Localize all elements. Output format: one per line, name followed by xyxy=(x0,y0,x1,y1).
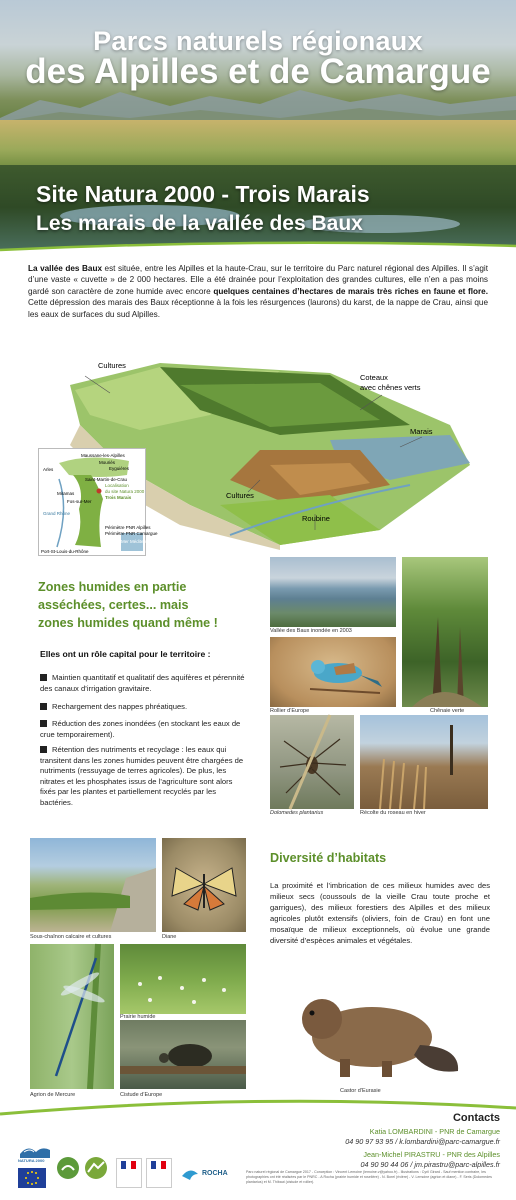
butterfly-illustration xyxy=(162,838,246,932)
pnr-camargue-icon xyxy=(56,1156,80,1182)
turtle-illustration xyxy=(120,1020,246,1089)
bullet-square-icon xyxy=(40,746,47,753)
map-locator-line3: Trois Marais xyxy=(105,495,132,500)
reeds-illustration xyxy=(360,715,488,809)
label-coteaux-detail: avec chênes verts xyxy=(360,383,421,392)
republique-francaise-logo xyxy=(116,1158,142,1188)
location-map xyxy=(38,448,158,556)
eu-stars-icon xyxy=(18,1168,46,1188)
map-town-st-martin: Saint-Martin-de-Crau xyxy=(85,477,128,482)
map-locator-line1: Localisation xyxy=(105,483,129,488)
bullet-square-icon xyxy=(40,674,47,681)
map-grand-rhone: Grand Rhône xyxy=(43,511,71,516)
photo-cistude xyxy=(120,1020,246,1089)
header-swoosh xyxy=(0,236,516,266)
bullet-item: Réduction des zones inondées (en stockant les eaux de crue temporairement). xyxy=(40,719,241,739)
contact1-name: Katia LOMBARDINI - PNR de Camargue xyxy=(369,1127,500,1136)
photo-dolomedes xyxy=(270,715,354,809)
natura-2000-logo xyxy=(18,1140,52,1164)
zones-section-title: Zones humides en partie asséchées, certes... mais zones humides quand même ! xyxy=(38,580,218,630)
tricolor-flag-icon xyxy=(147,1159,171,1173)
pnr-alpilles-icon xyxy=(84,1156,108,1182)
forest-illustration xyxy=(402,557,488,707)
damselfly-illustration xyxy=(30,944,114,1089)
rocha-bird-icon xyxy=(180,1164,200,1184)
site-title: Site Natura 2000 - Trois Marais xyxy=(36,181,370,207)
map-legend-alpilles: Périmètre PNR Alpilles xyxy=(105,525,151,530)
park-title-line2: des Alpilles et de Camargue xyxy=(25,52,491,91)
role-heading: Elles ont un rôle capital pour le territoire : xyxy=(40,649,211,659)
caption-rollier: Rollier d’Europe xyxy=(270,708,310,714)
site-subtitle: Les marais de la vallée des Baux xyxy=(36,212,363,235)
label-marais: Marais xyxy=(410,427,433,436)
label-coteaux: Coteaux xyxy=(360,373,388,382)
caption-chenaie: Chênaie verte xyxy=(430,708,465,714)
beaver-illustration xyxy=(290,975,470,1085)
fields-band xyxy=(0,120,516,170)
caption-diane: Diane xyxy=(162,934,177,940)
eu-flag-logo xyxy=(18,1168,46,1188)
label-cultures-bottom: Cultures xyxy=(226,491,254,500)
prefecture-logo xyxy=(146,1158,172,1188)
bullet-square-icon xyxy=(40,703,47,710)
caption-agrion: Agrion de Mercure xyxy=(30,1092,76,1098)
photo-diane xyxy=(162,838,246,932)
photo-prairie-humide xyxy=(120,944,246,1014)
pnr-camargue-logo xyxy=(56,1156,80,1192)
photo-sous-chainon xyxy=(30,838,156,932)
contact1-info[interactable]: 04 90 97 93 95 / k.lombardini@parc-camargue.fr xyxy=(345,1137,500,1146)
spider-illustration xyxy=(270,715,354,809)
tricolor-flag-icon xyxy=(117,1159,141,1173)
meadow-illustration xyxy=(120,944,246,1014)
bullet-item: Rétention des nutriments et recyclage : les eaux qui transitent dans les zones humides peuvent être chargées de nutriments (ressuyage de terres agricoles). De plus, les nitrates et les phosphates issus de l’agriculture sont alors fixés par les plantes et partiellement recyclés par les bactéries. xyxy=(40,745,244,807)
park-title-line1: Parcs naturels régionaux xyxy=(93,26,423,56)
contact2-name: Jean-Michel PIRASTRU - PNR des Alpilles xyxy=(363,1150,500,1159)
bird-illustration xyxy=(270,637,396,707)
caption-recolte: Récolte du roseau en hiver xyxy=(360,810,426,816)
photo-agrion xyxy=(30,944,114,1089)
diversite-title: Diversité d’habitats xyxy=(270,851,387,865)
diversite-paragraph: La proximité et l’imbrication de ces milieux humides avec des milieux secs (coussouls de la vieille Crau toute proche et garrigues), des milieux forestiers des Alpilles et des milieux agricoles plutôt extensifs (oliviers, foin de Crau) en font une mosaïque de milieux exceptionnels, où évolue une grande diversité d’espèces animales et végétales. xyxy=(270,881,490,945)
header-banner xyxy=(0,0,516,250)
photo-rollier xyxy=(270,637,396,707)
caption-castor: Castor d’Eurasie xyxy=(340,1088,381,1094)
contact2-info[interactable]: 04 90 90 44 06 / jm.pirastru@parc-alpilles.fr xyxy=(360,1160,500,1169)
map-town-eyguieres: Eyguières xyxy=(109,466,130,471)
photo-recolte-roseau xyxy=(360,715,488,809)
map-town-mouries: Mouriès xyxy=(99,460,116,465)
photo-vallee-inondee xyxy=(270,557,396,627)
caption-cistude: Cistude d’Europe xyxy=(120,1092,163,1098)
map-town-arles: Arles xyxy=(43,467,54,472)
map-sea-label: Mer Méditerranée xyxy=(121,539,157,544)
pnr-alpilles-logo xyxy=(84,1156,108,1192)
bullet-square-icon xyxy=(40,720,47,727)
rocha-logo xyxy=(180,1164,232,1188)
bullet-item: Rechargement des nappes phréatiques. xyxy=(40,702,246,713)
map-illustration xyxy=(39,449,158,555)
map-town-port-st-louis: Port-St-Louis-du-Rhône xyxy=(41,549,89,554)
map-town-maussane: Maussane-les-Alpilles xyxy=(81,453,125,458)
natura-logo-text: NATURA 2000 xyxy=(18,1158,45,1163)
map-town-miramas: Miramas xyxy=(57,491,75,496)
photo-chenaie xyxy=(402,557,488,707)
caption-dolomedes: Dolomedes plantarius xyxy=(270,810,324,816)
caption-sous-chainon: Sous-chaînon calcaire et cultures xyxy=(30,934,112,940)
label-cultures-top: Cultures xyxy=(98,361,126,370)
intro-paragraph: La vallée des Baux est située, entre les Alpilles et la haute-Crau, sur le territoire du Parc naturel régional des Alpilles. Il s’agit d’une vaste « cuvette » de 2 000 hectares. Elle a été drainée pour l’exploitation des grandes cultures, elle n’en a pas moins gardé son caractère de zone humide avec encore quelques centaines d’hectares de marais très riches en faune et flore. Cette dépression des marais des Baux réceptionne à la fois les résurgences (laurons) du karst, de la nappe de Crau, ainsi que les eaux de surfaces du sud Alpilles. xyxy=(28,264,489,319)
rocha-logo-text: ROCHA xyxy=(202,1170,228,1177)
bullet-item: Maintien quantitatif et qualitatif des aquifères et pérennité des canaux d’irrigation gravitaire. xyxy=(40,673,245,693)
map-legend-camargue: Périmètre PNR Camargue xyxy=(105,531,158,536)
label-roubine: Roubine xyxy=(302,514,330,523)
landscape-illustration xyxy=(30,838,156,932)
caption-vallee: Vallée des Baux inondée en 2003 xyxy=(270,628,352,634)
caption-prairie: Prairie humide xyxy=(120,1014,156,1020)
map-locator-line2: du site Natura 2000 xyxy=(105,489,145,494)
map-town-fos: Fos-sur-Mer xyxy=(67,499,92,504)
contacts-title: Contacts xyxy=(452,1112,500,1124)
credits-text: Parc naturel régional de Camargue 2017 - Conception : Vincent Lemoine (lemoine.v@yahoo.fr) - Illustrations : Cyril Girard - Sauf mention contraire, les photographies ont été réalisées par le PNRC - A Rocha (prairie humide et roselière) - N. Borel (rivière) - V. Lemoine (agrion et diane) - F. Seris (Dolomedes plantarius) et M. Thibaut (cistude et rollier). xyxy=(246,1170,492,1184)
